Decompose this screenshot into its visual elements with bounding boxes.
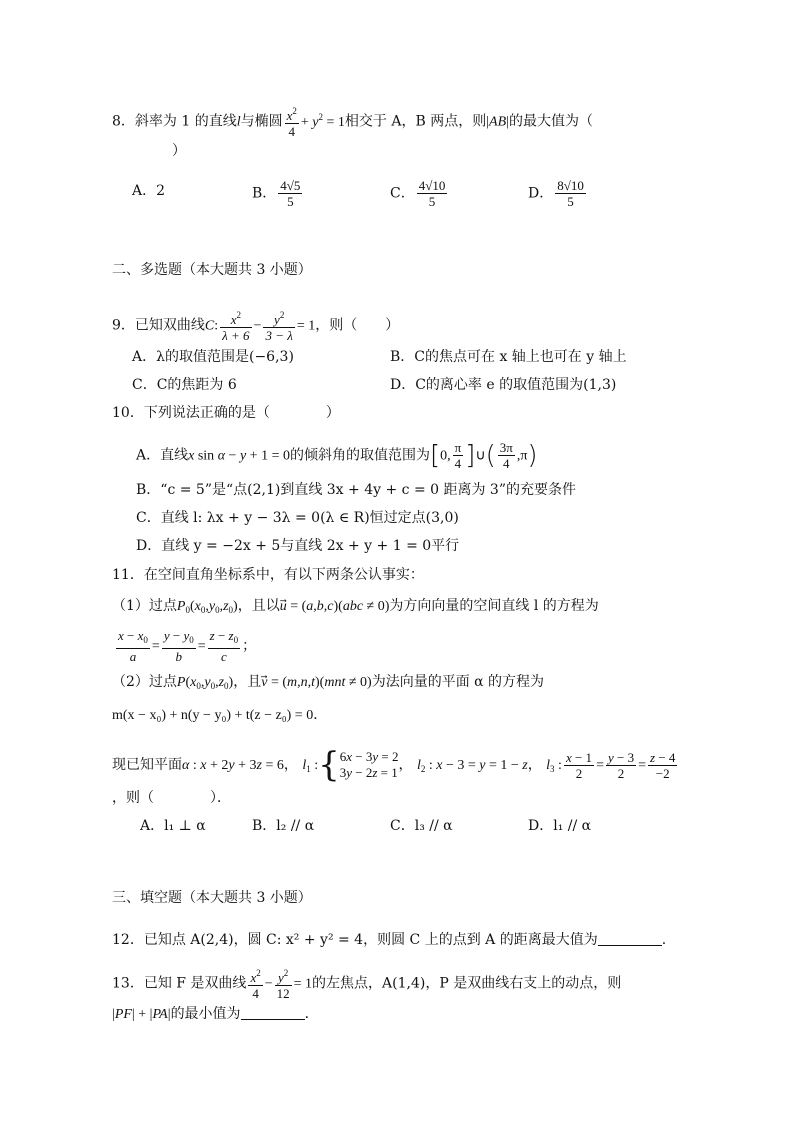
option-10d: D．直线 y = −2x + 5与直线 2x + y + 1 = 0平行 <box>136 538 460 554</box>
option-11b: B．l₂ // α <box>252 818 315 834</box>
answer-blank-13[interactable] <box>241 1005 305 1020</box>
option-8a: A．2 <box>132 183 166 199</box>
option-9d: D．C的离心率 e 的取值范围为(1,3) <box>390 377 617 393</box>
question-8-close: ） <box>172 143 186 159</box>
question-13: 13．已知 F 是双曲线 $\frac{x^2}{4}$ − $\frac{y^2}{12}$ = 1的左焦点，A(1,4)，P 是双曲线右支上的动点，则 <box>112 968 622 1001</box>
option-10a: A．直线x sin α − y + 1 = 0的倾斜角的取值范围为[0, $\frac{\pi}{4}$ ]∪( $\frac{3\pi}{4}$ ,π) <box>136 440 538 471</box>
question-11: 11．在空间直角坐标系中，有以下两条公认事实： <box>112 567 424 583</box>
option-8d: D． $\frac{8√10}{5}$ <box>528 178 584 209</box>
question-12: 12．已知点 A(2,4)，圆 C: x² + y² = 4，则圆 C 上的点到 A 的距离最大值为 . <box>112 932 667 948</box>
option-9b: B．C的焦点可在 x 轴上也可在 y 轴上 <box>390 349 627 365</box>
known-planes: 现已知平面α : x + 2y + 3z = 6， $l_1$ :{ 6x − 3y = 2 3y − 2z = 1 ， $l_2$ : x − 3 = y = 1 − z， $l_3$ : $\frac{x - 1}{2}$ = $\frac{y - 3}{2}$ = $\frac{z - 4}{-2}$ <box>112 745 676 785</box>
option-8c: C． $\frac{4√10}{5}$ <box>390 178 446 209</box>
option-11c: C．l₃ // α <box>390 818 453 834</box>
line-equation: $\frac{x - x_0}{a}$ = $\frac{y - y_0}{b}$ = $\frac{z - z_0}{c}$ ； <box>118 628 257 664</box>
question-10: 10．下列说法正确的是（ ） <box>112 405 340 421</box>
option-10b: B．“c = 5”是“点(2,1)到直线 3x + 4y + c = 0 距离为 3”的充要条件 <box>136 482 577 498</box>
section-title-multiple-choice: 二、多选题（本大题共 3 小题） <box>112 262 312 278</box>
question-9: 9．已知双曲线C: $\frac{x^2}{\lambda + 6}$ − $\frac{y^2}{3 - \lambda}$ = 1，则（ ） <box>112 310 400 343</box>
section-title-fill-blank: 三、填空题（本大题共 3 小题） <box>112 890 312 906</box>
fact-1: （1）过点$P_0(x_0,y_0,z_0)$，且以u⃗ = (a,b,c)(abc ≠ 0)为方向向量的空间直线 l 的方程为 <box>112 598 599 615</box>
option-11a: A．l₁ ⊥ α <box>140 818 206 834</box>
plane-equation: m(x − x₀) + n(y − y₀) + t(z − z₀) = 0． <box>112 708 328 723</box>
question-8: 8．斜率为 1 的直线l与椭圆 $\frac{x^2}{4}$ + $y^2 = 1$相交于 A，B 两点，则|AB|的最大值为（ <box>112 106 593 139</box>
question-13-line2: |PF| + |PA|的最小值为 ． <box>112 1006 319 1022</box>
question-11-close: ，则（ ）． <box>112 790 231 806</box>
ellipse-fraction: $\frac{x^2}{4}$ <box>286 106 297 139</box>
option-10c: C．直线 l: λx + y − 3λ = 0(λ ∈ R)恒过定点(3,0) <box>136 510 459 526</box>
option-9c: C．C的焦距为 6 <box>132 377 237 393</box>
option-9a: A．λ的取值范围是(−6,3) <box>132 349 294 365</box>
line-l: l <box>236 114 241 130</box>
answer-blank-12[interactable] <box>598 931 662 946</box>
fact-2: （2）过点$P(x_0,y_0,z_0)$，且v⃗ = (m,n,t)(mnt ≠ 0)为法向量的平面 α 的方程为 <box>112 674 545 691</box>
option-11d: D．l₁ // α <box>528 818 592 834</box>
option-8b: B． $\frac{4√5}{5}$ <box>252 178 301 209</box>
